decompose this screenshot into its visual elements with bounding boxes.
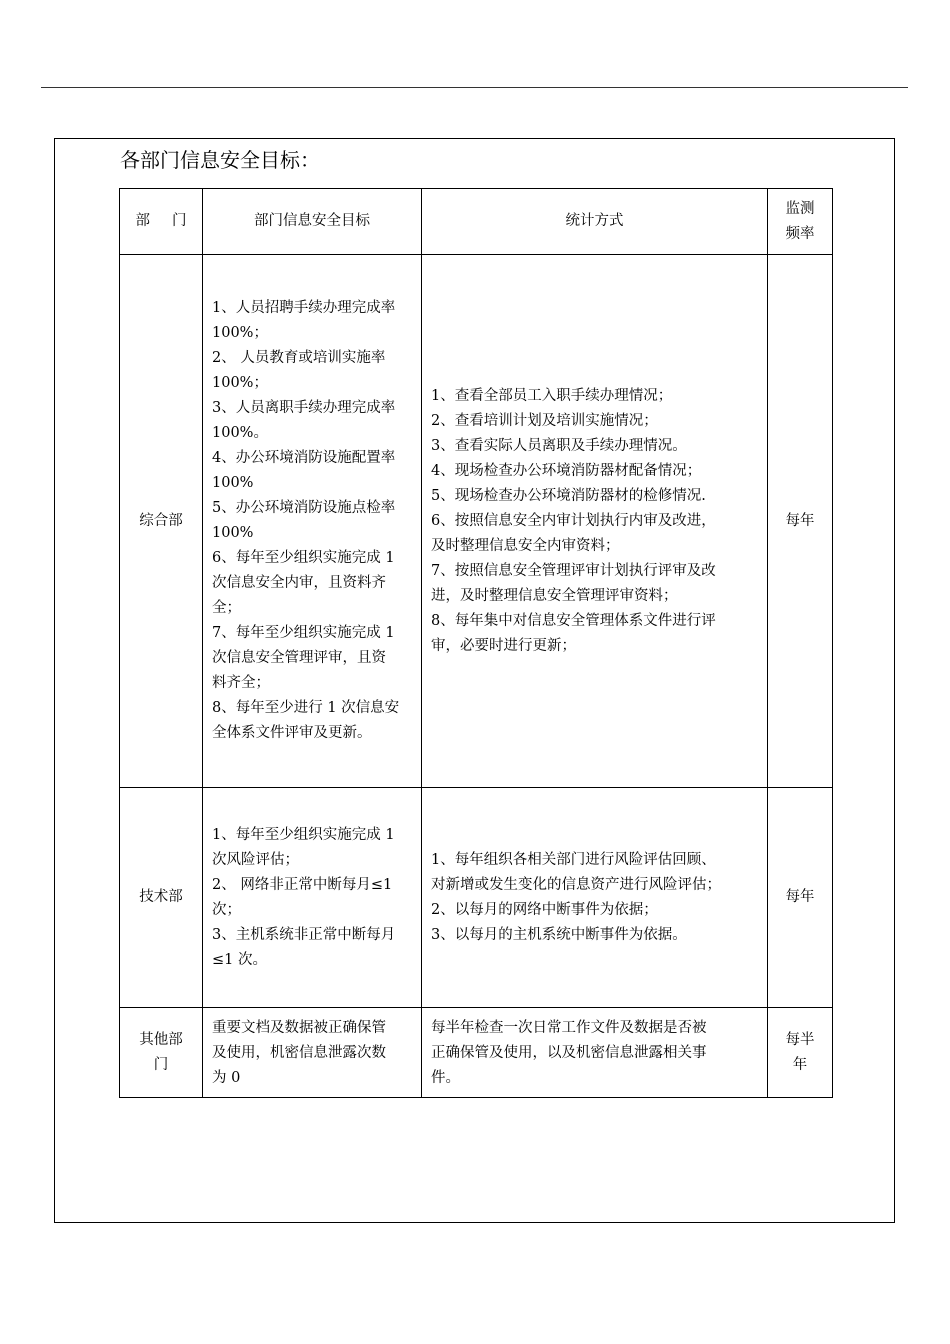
table-row <box>120 1008 833 1098</box>
security-targets-table <box>119 188 833 1098</box>
goal-cell: 1、每年至少组织实施完成 1 次风险评估； 2、 网络非正常中断每月≤1 次； 3、主机系统非正常中断每月 ≤1 次。 <box>203 788 422 1008</box>
stat-cell: 每半年检查一次日常工作文件及数据是否被 正确保管及使用，以及机密信息泄露相关事 件。 <box>422 1008 768 1098</box>
dept-cell: 其他部 门 <box>120 1008 203 1098</box>
freq-cell: 每年 <box>768 788 833 1008</box>
table-header-row <box>120 189 833 255</box>
header-dept: 部 门 <box>120 189 203 255</box>
freq-cell: 每半 年 <box>768 1008 833 1098</box>
header-stat: 统计方式 <box>422 189 768 255</box>
dept-cell: 综合部 <box>120 255 203 788</box>
stat-cell: 1、查看全部员工入职手续办理情况； 2、查看培训计划及培训实施情况； 3、查看实际人员离职及手续办理情况。 4、现场检查办公环境消防器材配备情况； 5、现场检查办公环境消防器材的检修情况. 6、按照信息安全内审计划执行内审及改进， 及时整理信息安全内审资料； 7、按照信息安全管理评审计划执行评审及改 进，及时整理信息安全管理评审资料； 8、每年集中对信息安全管理体系文件进行评 审，必要时进行更新； <box>422 255 768 788</box>
goal-cell: 1、人员招聘手续办理完成率 100%； 2、 人员教育或培训实施率 100%； 3、人员离职手续办理完成率 100%。 4、办公环境消防设施配置率 100% 5、办公环境消防设施点检率 100% 6、每年至少组织实施完成 1 次信息安全内审，且资料齐 全； 7、每年至少组织实施完成 1 次信息安全管理评审，且资 料齐全； 8、每年至少进行 1 次信息安 全体系文件评审及更新。 <box>203 255 422 788</box>
stat-cell: 1、每年组织各相关部门进行风险评估回顾、 对新增或发生变化的信息资产进行风险评估； 2、以每月的网络中断事件为依据； 3、以每月的主机系统中断事件为依据。 <box>422 788 768 1008</box>
table-row <box>120 255 833 788</box>
goal-cell: 重要文档及数据被正确保管 及使用，机密信息泄露次数 为 0 <box>203 1008 422 1098</box>
header-rule <box>41 87 908 88</box>
dept-cell: 技术部 <box>120 788 203 1008</box>
table-row <box>120 788 833 1008</box>
freq-cell: 每年 <box>768 255 833 788</box>
section-title: 各部门信息安全目标： <box>120 148 320 172</box>
header-freq: 监测 频率 <box>768 189 833 255</box>
header-goal: 部门信息安全目标 <box>203 189 422 255</box>
